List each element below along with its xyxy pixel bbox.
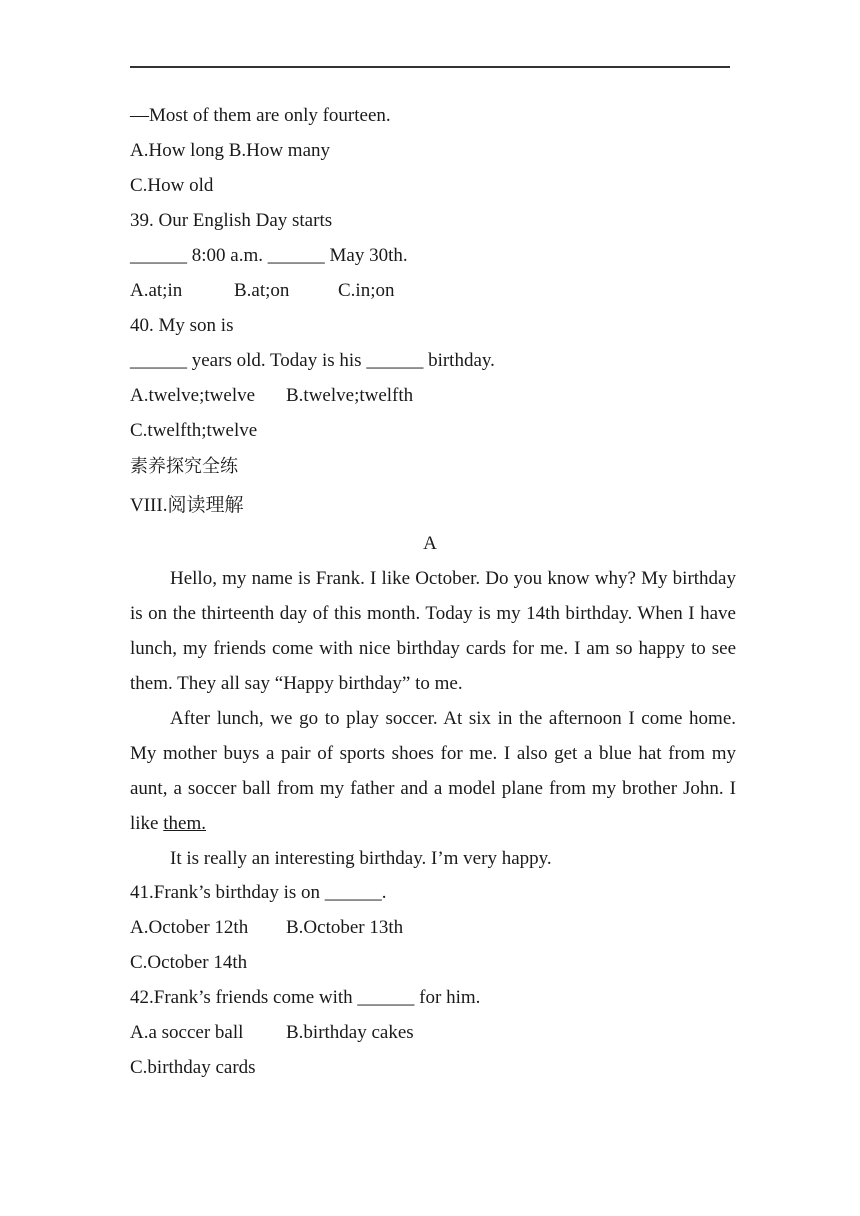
q41-option-a: A.October 12th [130, 917, 249, 938]
part-title [130, 495, 243, 517]
q42-option-c: C.birthday cards [130, 1057, 256, 1078]
q41-option-b: B.October 13th [286, 917, 404, 938]
header-rule [130, 66, 730, 68]
q42-stem: 42.Frank’s friends come with ______ for him. [130, 987, 481, 1008]
q40-option-c: C.twelfth;twelve [130, 420, 258, 441]
q39-option-b: B.at;on [234, 280, 290, 301]
q39-option-a: A.at;in [130, 280, 183, 301]
q40-options-ab [130, 385, 413, 407]
q41-stem: 41.Frank’s birthday is on ______. [130, 882, 387, 903]
q38-option-c: C.How old [130, 175, 214, 196]
q39-stem-cont: ______ 8:00 a.m. ______ May 30th. [130, 245, 408, 266]
passage-label: A [423, 533, 437, 554]
answer-line: —Most of them are only fourteen. [130, 105, 391, 126]
q42-option-a: A.a soccer ball [130, 1022, 244, 1043]
q42-option-b: B.birthday cakes [286, 1022, 414, 1043]
q40-stem: 40. My son is [130, 315, 234, 336]
q42-options-ab [130, 1022, 414, 1044]
q41-option-c: C.October 14th [130, 952, 248, 973]
q40-option-a: A.twelve;twelve [130, 385, 256, 406]
q38-options-ab: A.How long B.How many [130, 140, 331, 161]
q39-stem: 39. Our English Day starts [130, 210, 333, 231]
passage-paragraph-3: It is really an interesting birthday. I’m very happy. [170, 848, 552, 869]
q40-stem-cont: ______ years old. Today is his ______ birthday. [130, 350, 495, 371]
passage-paragraph-1: Hello, my name is Frank. I like October. Do you know why? My birthday is on the thirteenth day of this month. Today is my 14th birthday. When I have lunch, my friends come with nice birthday cards for me. I am so happy to see them. They all say “Happy birthday” to me. [130, 568, 736, 694]
q41-options-ab [130, 917, 403, 939]
part-title-text: VIII.阅读理解 [130, 495, 244, 516]
passage-paragraph-2-text: After lunch, we go to play soccer. At six in the afternoon I come home. My mother buys a pair of sports shoes for me. I also get a blue hat from my aunt, a soccer ball from my father and a model plane from my brother John. I like [130, 708, 736, 834]
q40-option-b: B.twelve;twelfth [286, 385, 414, 406]
underlined-word: them. [163, 813, 206, 834]
passage-paragraph-2 [130, 701, 736, 841]
q39-options [130, 280, 394, 302]
section-title: 素养探究全练 [130, 456, 238, 477]
q39-option-c: C.in;on [338, 280, 395, 301]
